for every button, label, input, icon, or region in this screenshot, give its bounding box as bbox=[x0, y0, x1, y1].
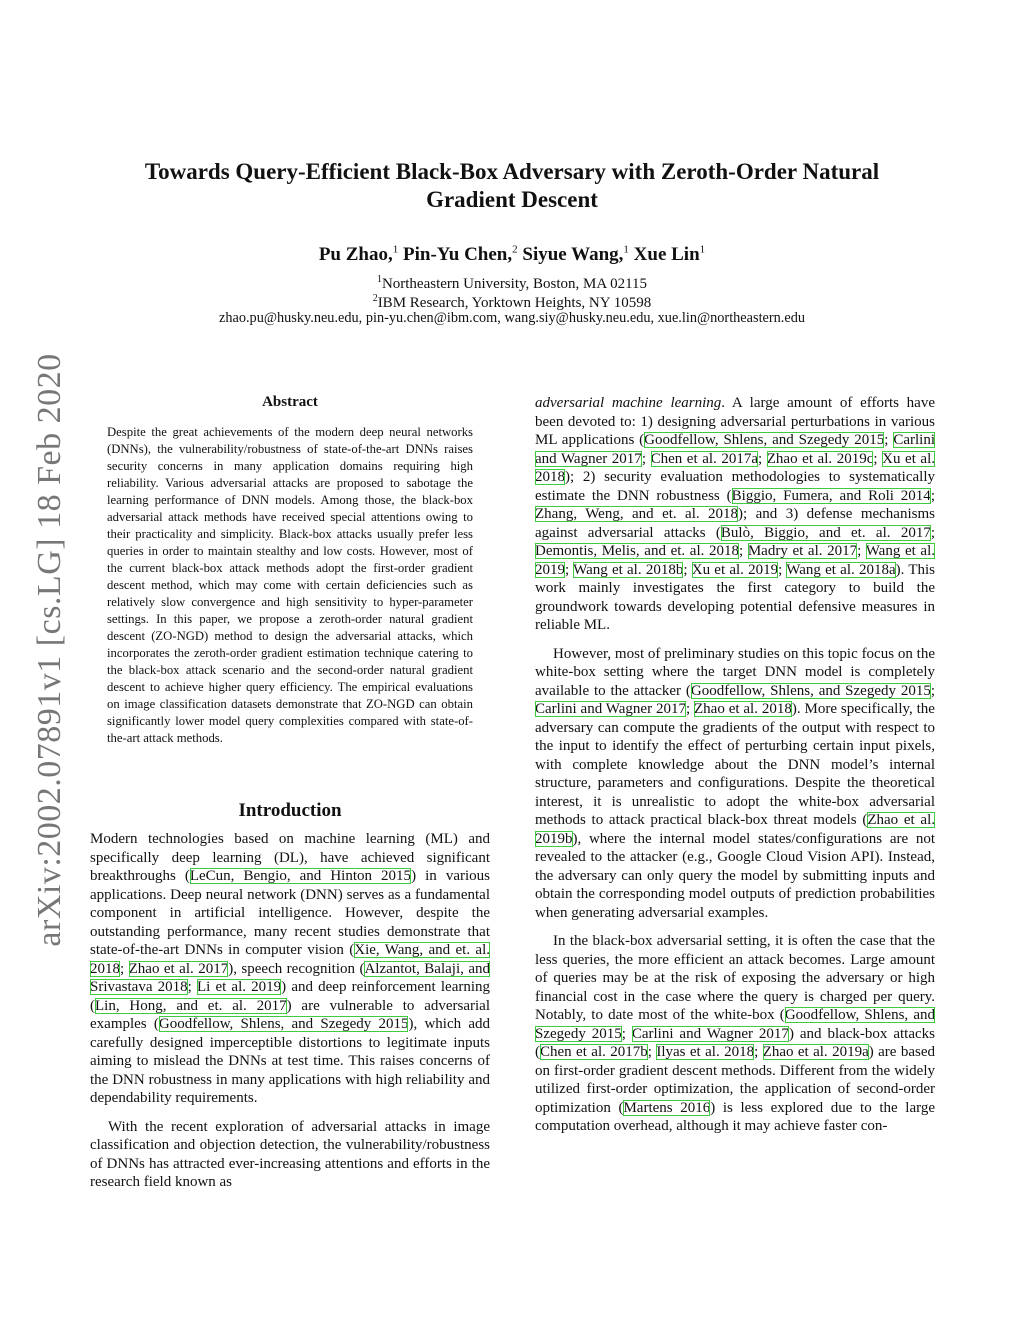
citation-link[interactable]: LeCun, Bengio, and Hinton 2015 bbox=[189, 868, 412, 884]
citation-link[interactable]: Wang et al. 2018b bbox=[573, 561, 684, 578]
citation-link[interactable]: Zhang, Weng, and et. al. 2018 bbox=[535, 506, 739, 522]
citation-link[interactable]: Madry et al. 2017 bbox=[747, 543, 858, 559]
author-list bbox=[90, 244, 934, 266]
citation-link[interactable]: Carlini and Wagner 2017 bbox=[535, 701, 686, 717]
author: Xue Lin$^1$ bbox=[633, 244, 706, 266]
citation-link[interactable]: Carlini and Wagner 2017 bbox=[535, 432, 935, 467]
citation-link[interactable]: Chen et al. 2017b bbox=[540, 1044, 648, 1060]
citation-link[interactable]: Wang et al. 2019 bbox=[535, 543, 936, 578]
citation-link[interactable]: Zhao et al. 2019a bbox=[762, 1044, 869, 1060]
citation-link[interactable]: Li et al. 2019 bbox=[196, 979, 282, 995]
author: Pu Zhao,$^1$ bbox=[318, 244, 399, 266]
affiliation-2: $^2$IBM Research, Yorktown Heights, NY 10598 bbox=[372, 293, 652, 311]
abstract-heading: Abstract bbox=[262, 394, 318, 410]
citation-link[interactable]: Alzantot, Balaji, and Srivastava 2018 bbox=[90, 960, 490, 995]
affiliation-1: $^1$Northeastern University, Boston, MA 02115 bbox=[376, 274, 648, 292]
citation-link[interactable]: Xie, Wang, and et. al. 2018 bbox=[90, 942, 491, 977]
intro-paragraph-2-continued: adversarial machine learning. A large amount of efforts have been devoted to: 1) designing adversarial perturbations in various ML applications (Goodfellow, Shlens, and Szegedy 2015; Carlini and Wagner 2017; Chen et al. 2017a; Zhao et al. 2019c; Xu et al. 2018); 2) security evaluation methodologies to systematically estimate the DNN robustness (Biggio, Fumera, and Roli 2014; Zhang, Weng, and et. al. 2018); and 3) defense mechanisms against adversarial attacks (Bulò, Biggio, and et. al. 2017; Demontis, Melis, and et. al. 2018; Madry et al. 2017; Wang et al. 2019; Wang et al. 2018b; Xu et al. 2019; Wang et al. 2018a). This work mainly investigates the first category to build the groundwork towards developing potential defensive measures in reliable ML. bbox=[535, 395, 936, 633]
citation-link[interactable]: Zhao et al. 2018 bbox=[694, 701, 792, 717]
intro-paragraph-1: Modern technologies based on machine learning (ML) and specifically deep learning (DL), have achieved significant breakthroughs (LeCun, Bengio, and Hinton 2015) in various applications. Deep neural network (DNN) serves as a fundamental component in artificial intelligence. However, despite the outstanding performance, many recent studies demonstrate that state-of-the-art DNNs in computer vision (Xie, Wang, and et. al. 2018; Zhao et al. 2017), speech recognition (Alzantot, Balaji, and Srivastava 2018; Li et al. 2019) and deep reinforcement learning (Lin, Hong, and et. al. 2017) are vulnerable to adversarial examples (Goodfellow, Shlens, and Szegedy 2015), which add carefully designed imperceptible distortions to legitimate inputs aiming to mislead the DNNs at test time. This raises concerns of the DNN robustness in many applications with high reliability and dependability requirements. bbox=[90, 831, 491, 1106]
citation-link[interactable]: Goodfellow, Shlens, and Szegedy 2015 bbox=[158, 1016, 409, 1032]
abstract-text: Despite the great achievements of the modern deep neural networks (DNNs), the vulnerability/robustness of state-of-the-art DNNs raises security concerns in many application domains requiring high reliability. Various adversarial attacks are proposed to sabotage the learning performance of DNN models. Among those, the black-box adversarial attack methods have received special attentions owing to their practicality and simplicity. Black-box attacks usually prefer less queries in order to maintain stealthy and low costs. However, most of the current black-box attack methods adopt the first-order gradient descent method, which may come with certain deficiencies such as relatively slow convergence and high sensitivity to hyper-parameter settings. In this paper, we propose a zeroth-order natural gradient descent (ZO-NGD) method to design the adversarial attacks, which incorporates the zeroth-order gradient estimation technique catering to the black-box attack scenario and the second-order natural gradient descent to achieve higher query efficiency. The empirical evaluations on image classification datasets demonstrate that ZO-NGD can obtain significantly lower model query complexities compared with state-of-the-art attack methods. bbox=[107, 425, 473, 745]
arxiv-identifier: arXiv:2002.07891v1 [cs.LG] 18 Feb 2020 bbox=[31, 353, 68, 947]
citation-link[interactable]: Goodfellow, Shlens, and Szegedy 2015 bbox=[644, 432, 885, 448]
citation-link[interactable]: Lin, Hong, and et. al. 2017 bbox=[95, 997, 287, 1014]
citation-link[interactable]: Goodfellow, Shlens, and Szegedy 2015 bbox=[535, 1007, 936, 1042]
author: Siyue Wang,$^1$ bbox=[522, 244, 629, 266]
citation-link[interactable]: Zhao et al. 2017 bbox=[128, 960, 229, 977]
intro-paragraph-4: In the black-box adversarial setting, it is often the case that the less queries, the more efficient an attack becomes. Large amount of queries may be at the risk of exposing the adversary or high financial cost in the case where the query is charged per query. Notably, to date most of the white-box (Goodfellow, Shlens, and Szegedy 2015; Carlini and Wagner 2017) and black-box attacks (Chen et al. 2017b; Ilyas et al. 2018; Zhao et al. 2019a) are based on first-order gradient descent methods. Different from the widely utilized first-order optimization, the application of second-order optimization (Martens 2016) is less explored due to the large computation overhead, although it may achieve faster con- bbox=[535, 933, 936, 1134]
intro-paragraph-3: However, most of preliminary studies on this topic focus on the white-box setting where the target DNN model is completely available to the attacker (Goodfellow, Shlens, and Szegedy 2015; Carlini and Wagner 2017; Zhao et al. 2018). More specifically, the adversary can compute the gradients of the output with respect to the input to identify the effect of perturbing certain input pixels, with complete knowledge about the DNN model’s internal structure, parameters and configurations. Despite the theoretical interest, it is unrealistic to adopt the white-box adversarial methods to attack practical black-box threat models (Zhao et al. 2019b), where the internal model states/configurations are not revealed to the attacker (e.g., Google Cloud Vision API). Instead, the adversary can only query the model by submitting inputs and obtain the corresponding model outputs of prediction probabilities when generating adversarial examples. bbox=[535, 645, 935, 921]
citation-link[interactable]: Chen et al. 2017a bbox=[650, 450, 759, 467]
citation-link[interactable]: Ilyas et al. 2018 bbox=[656, 1044, 755, 1060]
citation-link[interactable]: Xu et al. 2019 bbox=[691, 561, 779, 578]
citation-link[interactable]: Goodfellow, Shlens, and Szegedy 2015 bbox=[690, 682, 931, 699]
citation-link[interactable]: Zhao et al. 2019c bbox=[766, 450, 874, 467]
title-line-2: Gradient Descent bbox=[426, 187, 598, 212]
title-line-1: Towards Query-Efficient Black-Box Adversary with Zeroth-Order Natural bbox=[144, 159, 880, 184]
intro-paragraph-2: With the recent exploration of adversarial attacks in image classification and objection detection, the vulnerability/robustness of DNNs has attracted ever-increasing attentions and efforts in the research field known as bbox=[90, 1118, 490, 1190]
introduction-heading: Introduction bbox=[238, 800, 342, 821]
citation-link[interactable]: Xu et al. 2018 bbox=[535, 450, 936, 485]
left-column bbox=[90, 830, 490, 1192]
citation-link[interactable]: Biggio, Fumera, and Roli 2014 bbox=[731, 487, 931, 504]
paper-title bbox=[90, 158, 934, 214]
citation-link[interactable]: Wang et al. 2018a bbox=[786, 561, 896, 578]
citation-link[interactable]: Bulò, Biggio, and et. al. 2017 bbox=[720, 524, 931, 541]
right-column bbox=[535, 394, 935, 1136]
author: Pin-Yu Chen,$^2$ bbox=[403, 244, 518, 266]
citation-link[interactable]: Zhao et al. 2019b bbox=[535, 812, 935, 847]
citation-link[interactable]: Martens 2016 bbox=[623, 1099, 711, 1116]
author-emails: zhao.pu@husky.neu.edu, pin-yu.chen@ibm.com, wang.siy@husky.neu.edu, xue.lin@northeastern.edu bbox=[218, 310, 806, 326]
citation-link[interactable]: Demontis, Melis, and et. al. 2018 bbox=[535, 543, 740, 559]
citation-link[interactable]: Carlini and Wagner 2017 bbox=[631, 1025, 789, 1042]
